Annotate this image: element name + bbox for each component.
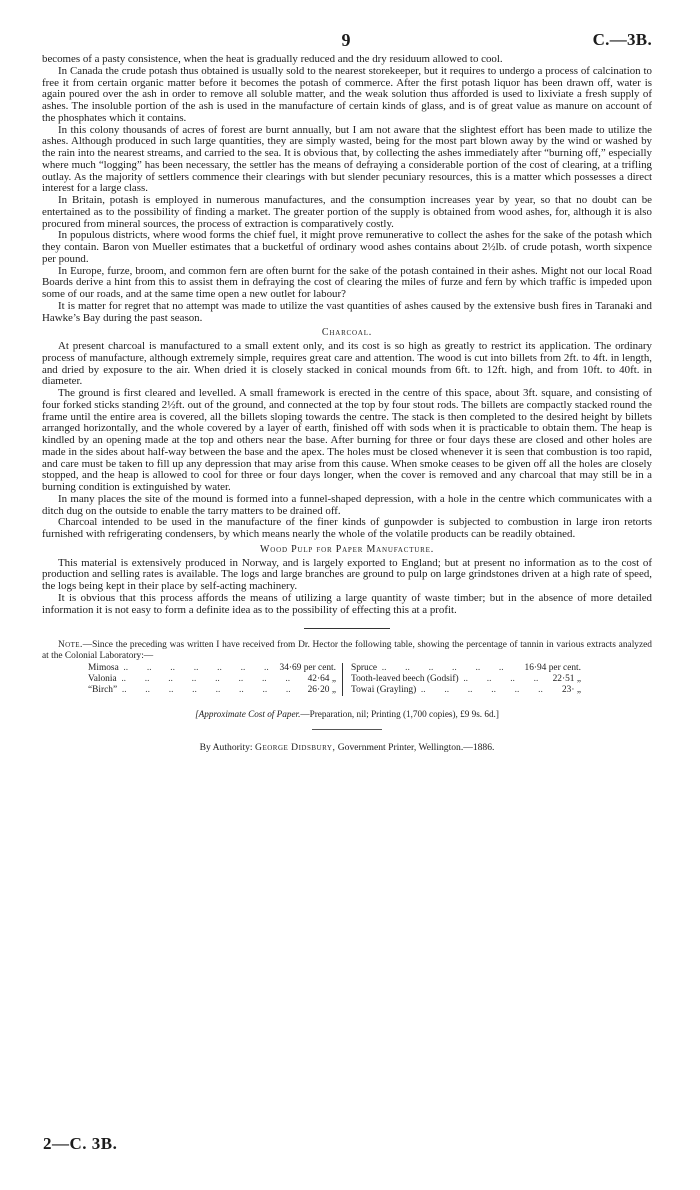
paragraph: The ground is first cleared and levelled. A small framework is erected in the centre of this space, about 3ft. square, and consisting of four forked sticks standing 2½ft. out of the ground, and connected at the top by four stout rods. The billets are compactly stacked round the frame until the entire area is covered, all the billets sloping towards the centre. The stack is then completed to the desired height by billets arranged horizontally, and the whole covered by a layer of earth, finished off with sods when it is practicable to obtain them. The heap is kindled by an opening made at the top and others near the base. After burning for three or four days these are closed and other holes are made in the sides about half-way between the base and the apex. The holes must be closed whenever it is seen that combustion is too rapid, and care must be taken to fill up any depression that may arise from this cause. When smoke ceases to be given off all the holes are closely stopped, and the heap is allowed to cool for three or four days longer, when the cover is removed and any charcoal that may still be in a burning condition is extinguished by water. <box>42 387 652 493</box>
document-reference: C.—3B. <box>592 30 652 49</box>
section-heading-charcoal: Charcoal. <box>321 327 373 339</box>
tannin-value: 26·20 „ <box>307 685 336 696</box>
imprint-prefix: By Authority: <box>199 742 253 753</box>
footer-divider <box>312 729 382 730</box>
paragraph: In Britain, potash is employed in numerous manufactures, and the consumption increases year by year, so that no doubt can be entertained as to the possibility of finding a market. The greater portion of the supply is obtained from wood ashes, for, although it is also procured from mineral sources, the process of extraction is comparatively costly. <box>42 194 652 230</box>
footnote-label: Note. <box>58 640 83 651</box>
table-row <box>88 674 336 685</box>
footnote-body: —Since the preceding was written I have received from Dr. Hector the following table, showing the percentage of tannin in various extracts analyzed at the Colonial Laboratory:— <box>42 640 652 662</box>
extract-name: Mimosa .. <box>88 663 276 674</box>
table-row <box>351 674 581 685</box>
tannin-value: 22·51 „ <box>552 674 581 685</box>
footnote-text <box>42 640 652 662</box>
paragraph: In Europe, furze, broom, and common fern are often burnt for the sake of the potash contained in their ashes. Might not our local Road Boards derive a hint from this to assist them in defraying the cost of clearing the miles of furze and fern by which traffic is impeded upon some of our roads, and at the same time open a new outlet for labour? <box>42 264 652 300</box>
paragraph: becomes of a pasty consistence, when the heat is gradually reduced and the dry residuum allowed to cool. <box>42 53 503 65</box>
tannin-value: 16·94 per cent. <box>524 663 581 674</box>
cost-label: [Approximate Cost of Paper. <box>195 709 301 720</box>
section-divider <box>304 628 390 629</box>
tannin-column-left <box>88 663 343 696</box>
tannin-table <box>88 663 652 696</box>
section-heading-wood-pulp: Wood Pulp for Paper Manufacture. <box>260 543 434 555</box>
tannin-column-right <box>343 663 581 696</box>
paragraph: Charcoal intended to be used in the manufacture of the finer kinds of gunpowder is subjected to combustion in large iron retorts furnished with refrigerating condensers, by which means nearly the whole of the volatile products can be readily obtained. <box>42 516 652 540</box>
paragraph: In many places the site of the mound is formed into a funnel-shaped depression, with a hole in the centre which communicates with a ditch dug on the outside to enable the tarry matters to be drained off. <box>42 492 652 517</box>
paragraph: It is obvious that this process affords the means of utilizing a large quantity of waste timber; but in the absence of more detailed information it is not easy to form a definite idea as to the possibility of effecting this at a profit. <box>42 591 652 616</box>
tannin-value: 23· „ <box>561 685 581 696</box>
imprint-suffix: Government Printer, Wellington.—1886. <box>337 742 495 753</box>
cost-of-paper-note <box>42 709 652 721</box>
document-body <box>42 54 652 754</box>
table-row <box>351 685 581 696</box>
printer-signature-mark: 2—C. 3B. <box>43 1134 118 1153</box>
paragraph: At present charcoal is manufactured to a small extent only, and its cost is so high as greatly to restrict its application. The ordinary process of manufacture, although extremely simple, requires great care and attention. The wood is cut into billets from 2ft. to 4ft. in length, and dried by exposure to the air. When dried it is closely stacked in conical mounds from 6ft. to 12ft. high, and from 10ft. to 40ft. in diameter. <box>42 340 652 388</box>
table-row <box>351 663 581 674</box>
extract-name: “Birch” .. <box>88 685 304 696</box>
extract-name: Tooth-leaved beech (Godsif) .. <box>351 674 549 685</box>
extract-name: Spruce .. <box>351 663 521 674</box>
cost-text: —Preparation, nil; Printing (1,700 copies), £9 9s. 6d.] <box>300 709 499 720</box>
extract-name: Valonia .. <box>88 674 304 685</box>
paragraph: It is matter for regret that no attempt was made to utilize the vast quantities of ashes caused by the extensive bush fires in Taranaki and Hawke’s Bay during the past season. <box>42 299 652 324</box>
printer-imprint <box>42 742 652 754</box>
tannin-value: 34·69 per cent. <box>279 663 336 674</box>
table-row <box>88 685 336 696</box>
paragraph: In this colony thousands of acres of forest are burnt annually, but I am not aware that the slightest effort has been made to utilize the ashes. Although produced in such large quantities, they are simply wasted, being for the most part blown away by the wind or washed by the rain into the nearest streams, and carried to the sea. It is obvious that, by collecting the ashes immediately after “burning off,” especially where much “logging” has been necessary, the settler has the means of defraying a considerable portion of the cost of clearing, at a trifling outlay. As the majority of settlers commence their clearings with but slender pecuniary resources, this is a matter which possesses a direct interest for a large class. <box>42 123 652 195</box>
footnote <box>42 640 652 696</box>
paragraph: This material is extensively produced in Norway, and is largely exported to England; but at present no information as to the cost of production and selling rates is available. The logs and large branches are ground to pulp on large grindstones driven at a high rate of speed, the logs being kept in their place by self-acting machinery. <box>42 556 652 592</box>
tannin-value: 42·64 „ <box>307 674 336 685</box>
paragraph: In Canada the crude potash thus obtained is usually sold to the nearest storekeeper, but it requires to undergo a process of calcination to free it from certain organic matter before it becomes the potash of commerce. After the first potash liquor has been drawn off, water is again poured over the ash in order to remove all soluble matter, and the weak solution thus afforded is used to lixiviate a fresh supply of ashes. The insoluble portion of the ash is used in the manufacture of certain kinds of glass, and is of great value as manure on account of the phosphates which it contains. <box>42 64 652 124</box>
extract-name: Towai (Grayling) .. <box>351 685 558 696</box>
paragraph: In populous districts, where wood forms the chief fuel, it might prove remunerative to collect the ashes for the sake of the potash which they contain. Baron von Mueller estimates that a bucketful of ordinary wood ashes contains about 2½lb. of crude potash, worth sixpence per pound. <box>42 229 652 265</box>
printer-name: George Didsbury, <box>255 742 336 753</box>
page-number: 9 <box>341 30 351 50</box>
table-row <box>88 663 336 674</box>
